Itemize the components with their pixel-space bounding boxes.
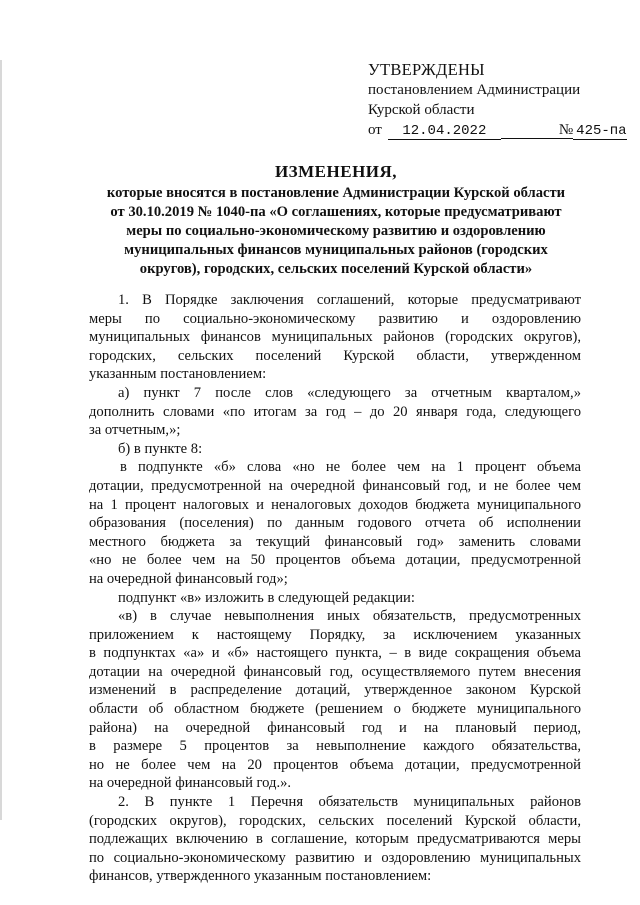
body-line: «в) в случае невыполнения иных обязательств, предусмотренных — [118, 608, 581, 625]
body-line: области об областном бюджете (решением о бюджете муниципального — [89, 701, 581, 718]
body-line: дотации, предусмотренной на очередной финансовый год, и не более чем — [89, 477, 581, 494]
body-line: городских, сельских поселений Курской области, утвержденном — [89, 347, 581, 364]
body-line: на очередной финансовый год»; — [89, 570, 288, 587]
body-line: «но не более чем на 50 процентов объема дотации, предусмотренной — [89, 552, 581, 569]
title-line: муниципальных финансов муниципальных районов (городских — [124, 242, 548, 258]
body-line: (городских округов), городских, сельских поселений Курской области, — [89, 812, 581, 829]
approval-line-2: Курской области — [368, 102, 475, 118]
document-title — [86, 162, 586, 279]
approval-number: 425-па — [573, 123, 626, 140]
body-line: подлежащих включению в соглашение, которым предусматриваются меры — [89, 831, 581, 848]
body-line: изменений в распределение дотаций, утвержденное законом Курской — [89, 682, 581, 699]
body-line: за отчетным,»; — [89, 422, 181, 439]
title-line: меры по социально-экономическому развитию и оздоровлению — [126, 223, 546, 239]
body-line: на очередной финансовый год.». — [89, 775, 292, 792]
body-line: на 1 процент налоговых и неналоговых доходов бюджета муниципального — [89, 496, 581, 513]
body-line: указанным постановлением: — [89, 366, 267, 383]
document-body — [89, 291, 581, 886]
body-line: дополнить словами «по итогам за год – до 20 января года, следующего — [89, 403, 581, 420]
approval-date: 12.04.2022 — [388, 123, 501, 140]
title-line: округов), городских, сельских поселений Курской области» — [139, 261, 533, 277]
title-main: ИЗМЕНЕНИЯ, — [274, 162, 398, 181]
approval-line-1: постановлением Администрации — [368, 82, 581, 98]
body-line: по социально-экономическому развитию и оздоровлению муниципальных — [89, 849, 581, 866]
body-line: а) пункт 7 после слов «следующего за отчетным кварталом,» — [118, 384, 581, 401]
approval-date-row — [368, 120, 627, 140]
number-label: № — [558, 122, 574, 138]
body-line: в подпункте «б» слова «но не более чем на 1 процент объема — [120, 459, 581, 476]
body-line: подпункт «в» изложить в следующей редакции: — [118, 589, 415, 606]
title-line: от 30.10.2019 № 1040-па «О соглашениях, которые предусматривают — [110, 204, 562, 220]
title-line: которые вносятся в постановление Администрации Курской области — [106, 185, 566, 201]
body-line: в размере 5 процентов за невыполнение каждого обязательства, — [89, 738, 581, 755]
title-subtitle — [86, 184, 586, 279]
blank-line — [501, 122, 559, 139]
body-line: образования (поселения) по данным годового отчета об исполнении — [89, 515, 581, 532]
body-line: финансов, утвержденного указанным постановлением: — [89, 868, 432, 885]
body-line: дотации на очередной финансовый год, осуществляемого путем внесения — [89, 663, 581, 680]
body-line: но не более чем на 20 процентов объема дотации, предусмотренной — [89, 756, 581, 773]
body-line: в подпунктах «а» и «б» настоящего пункта, – в виде сокращения объема — [89, 645, 581, 662]
body-line: б) в пункте 8: — [118, 440, 203, 457]
scan-edge — [0, 60, 2, 820]
approval-heading: УТВЕРЖДЕНЫ — [368, 60, 485, 79]
body-line: 1. В Порядке заключения соглашений, которые предусматривают — [118, 292, 581, 308]
body-line: 2. В пункте 1 Перечня обязательств муниципальных районов — [118, 794, 581, 811]
body-line: района) на очередной финансовый год и на плановый период, — [89, 719, 581, 736]
approval-block — [368, 60, 627, 140]
body-line: приложением к настоящему Порядку, за исключением указанных — [89, 626, 581, 643]
body-line: местного бюджета за текущий финансовый год» заменить словами — [89, 533, 581, 550]
body-line: муниципальных финансов муниципальных районов (городских округов), — [89, 329, 581, 346]
from-label: от — [368, 122, 382, 138]
body-line: меры по социально-экономическому развитию и оздоровлению — [89, 310, 581, 327]
